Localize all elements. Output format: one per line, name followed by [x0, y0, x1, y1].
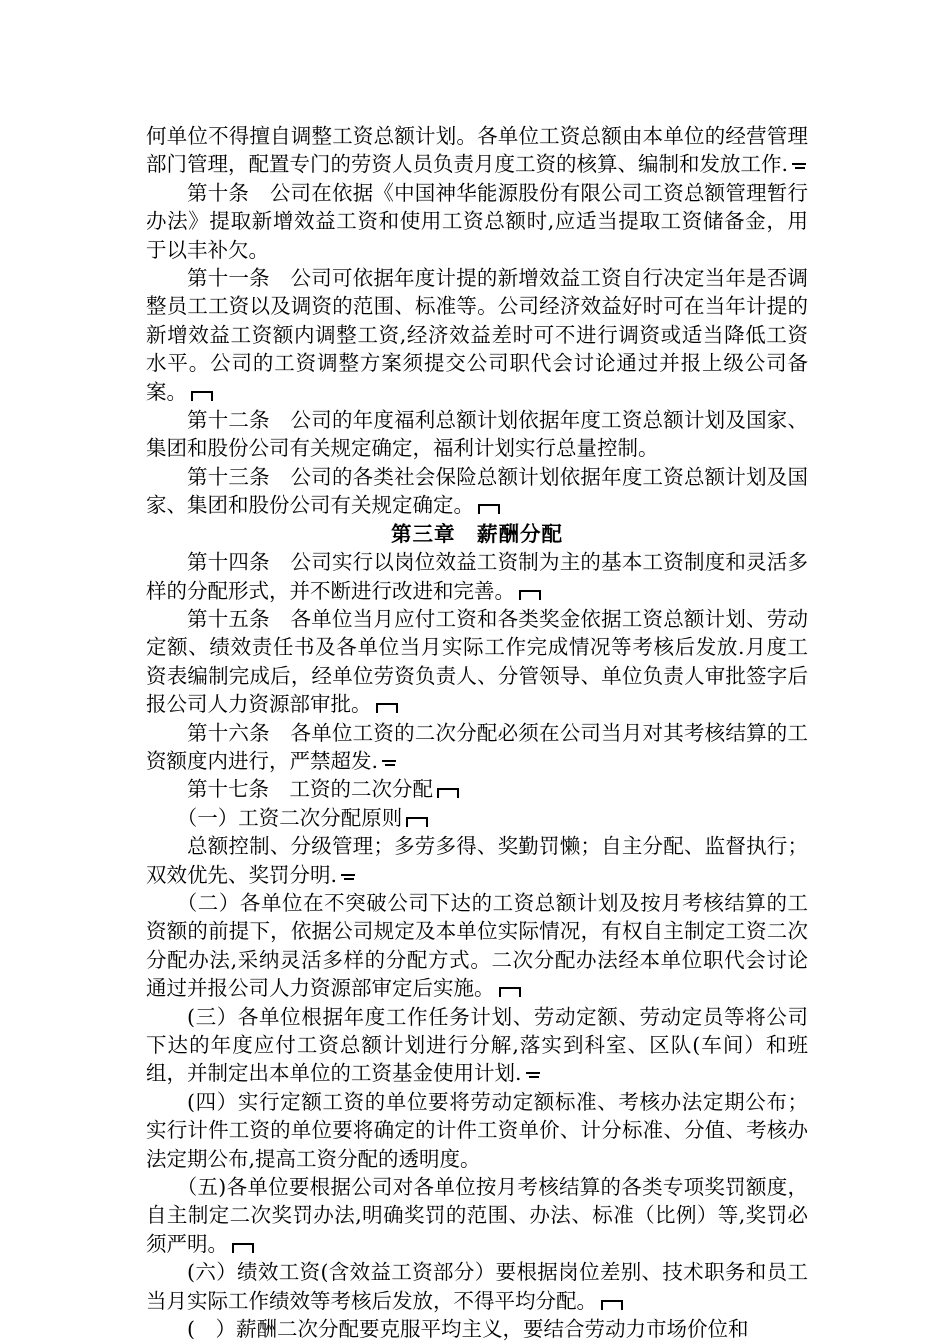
paragraph-text: 第十三条 公司的各类社会保险总额计划依据年度工资总额计划及国家、集团和股份公司有关规定确定。 — [146, 464, 808, 518]
paragraph-end-mark-icon — [382, 756, 396, 762]
paragraph-end-mark-icon — [519, 590, 541, 600]
paragraph-article-17 — [146, 775, 808, 803]
paragraph-text: （五)各单位要根据公司对各单位按月考核结算的各类专项奖罚额度，自主制定二次奖罚办法,明确奖罚的范围、办法、标准（比例）等,奖罚必须严明。 — [146, 1175, 808, 1256]
paragraph-item-2 — [146, 889, 808, 1003]
paragraph-text: 第十一条 公司可依据年度计提的新增效益工资自行决定当年是否调整员工工资以及调资的范围、标准等。公司经济效益好时可在当年计提的新增效益工资额内调整工资,经济效益差时可不进行调资或适当降低工资水平。公司的工资调整方案须提交公司职代会讨论通过并报上级公司备案。 — [146, 266, 808, 404]
paragraph-end-mark-icon — [499, 987, 521, 997]
paragraph-article-11 — [146, 264, 808, 406]
paragraph-text: (六）绩效工资(含效益工资部分）要根据岗位差别、技术职务和员工当月实际工作绩效等考核后发放，不得平均分配。 — [146, 1260, 808, 1313]
paragraph-article-10 — [146, 179, 808, 264]
paragraph-text: （一）工资二次分配原则 — [176, 805, 403, 830]
paragraph-text: 何单位不得擅自调整工资总额计划。各单位工资总额由本单位的经营管理部门管理，配置专门的劳资人员负责月度工资的核算、编制和发放工作. — [146, 124, 808, 177]
paragraph-text: 第十条 公司在依据《中国神华能源股份有限公司工资总额管理暂行办法》提取新增效益工资和使用工资总额时,应适当提取工资储备金，用于以丰补欠。 — [146, 180, 808, 262]
paragraph-article-12 — [146, 406, 808, 463]
paragraph-principles — [146, 832, 808, 889]
paragraph-article-16 — [146, 719, 808, 776]
document-page — [146, 122, 808, 1343]
paragraph-text: 第十二条 公司的年度福利总额计划依据年度工资总额计划及国家、集团和股份公司有关规定确定，福利计划实行总量控制。 — [146, 408, 808, 461]
paragraph-end-mark-icon — [601, 1300, 623, 1310]
paragraph-1 — [146, 122, 808, 179]
chapter-heading: 第三章 薪酬分配 — [391, 521, 563, 546]
paragraph-item-3 — [146, 1003, 808, 1088]
paragraph-end-mark-icon — [526, 1068, 540, 1074]
paragraph-item-4 — [146, 1088, 808, 1173]
paragraph-end-mark-icon — [406, 817, 428, 827]
paragraph-article-13 — [146, 463, 808, 520]
paragraph-item-5 — [146, 1173, 808, 1258]
paragraph-text: ( ）薪酬二次分配要克服平均主义，要结合劳动力市场价位和 — [187, 1317, 749, 1342]
paragraph-end-mark-icon — [478, 504, 500, 514]
paragraph-item-1 — [146, 804, 808, 832]
paragraph-text: (三）各单位根据年度工作任务计划、劳动定额、劳动定员等将公司下达的年度应付工资总额计划进行分解,落实到科室、区队(车间）和班组，并制定出本单位的工资基金使用计划. — [146, 1004, 808, 1086]
paragraph-end-mark-icon — [232, 1243, 254, 1253]
paragraph-article-14 — [146, 548, 808, 605]
paragraph-item-7 — [146, 1315, 808, 1343]
paragraph-end-mark-icon — [376, 703, 398, 713]
paragraph-item-6 — [146, 1258, 808, 1315]
paragraph-end-mark-icon — [437, 788, 459, 798]
paragraph-article-15 — [146, 605, 808, 719]
paragraph-text: 总额控制、分级管理；多劳多得、奖勤罚懒；自主分配、监督执行；双效优先、奖罚分明. — [146, 834, 808, 887]
paragraph-text: 第十七条 工资的二次分配 — [187, 777, 433, 802]
paragraph-text: 第十四条 公司实行以岗位效益工资制为主的基本工资制度和灵活多样的分配形式，并不断进行改进和完善。 — [146, 550, 808, 603]
paragraph-end-mark-icon — [341, 870, 355, 876]
paragraph-end-mark-icon — [792, 159, 806, 165]
paragraph-end-mark-icon — [191, 391, 213, 401]
paragraph-text: 第十五条 各单位当月应付工资和各类奖金依据工资总额计划、劳动定额、绩效责任书及各单位当月实际工作完成情况等考核后发放.月度工资表编制完成后，经单位劳资负责人、分管领导、单位负责人审批签字后报公司人力资源部审批。 — [146, 606, 808, 717]
paragraph-text: （二）各单位在不突破公司下达的工资总额计划及按月考核结算的工资额的前提下，依据公司规定及本单位实际情况，有权自主制定工资二次分配办法,采纳灵活多样的分配方式。二次分配办法经本单位职代会讨论通过并报公司人力资源部审定后实施。 — [146, 890, 808, 1001]
paragraph-text: 第十六条 各单位工资的二次分配必须在公司当月对其考核结算的工资额度内进行，严禁超发. — [146, 720, 808, 773]
paragraph-text: (四）实行定额工资的单位要将劳动定额标准、考核办法定期公布；实行计件工资的单位要将确定的计件工资单价、计分标准、分值、考核办法定期公布,提高工资分配的透明度。 — [146, 1089, 808, 1171]
